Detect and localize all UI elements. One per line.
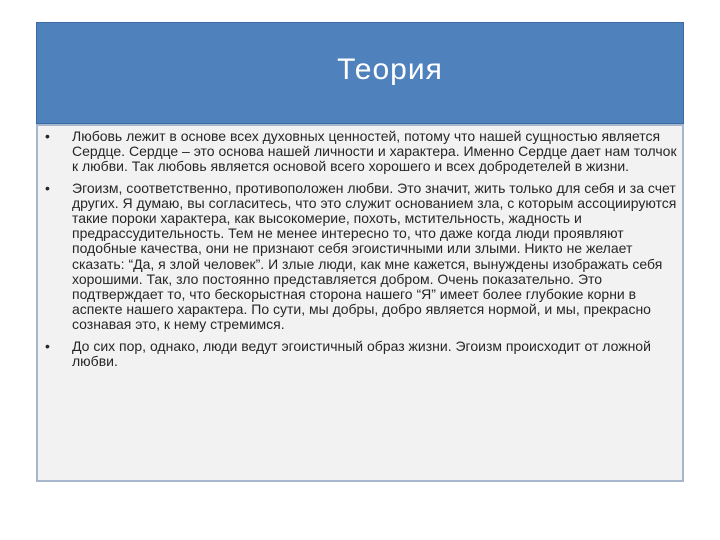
bullet-item — [38, 129, 686, 175]
bullet-dot-icon: • — [45, 337, 50, 354]
bullet-dot-icon: • — [45, 179, 50, 196]
slide-title: Теория — [337, 53, 443, 86]
bullet-dot-icon: • — [45, 128, 50, 144]
bullet-list — [38, 129, 686, 375]
bullet-text: Любовь лежит в основе всех духовных ценностей, потому что нашей сущностью является Сердце. Сердце – это основа нашей личности и характера. Именно Сердце дает нам толчок к любви. Так любовь является основой всего хорошего и всех добродетелей в жизни. — [72, 128, 677, 175]
bullet-item — [38, 181, 686, 333]
content-box — [36, 124, 684, 482]
bullet-item — [38, 339, 686, 369]
bullet-text: Эгоизм, соответственно, противоположен любви. Это значит, жить только для себя и за счет других. Я думаю, вы согласитесь, что это служит основанием зла, с которым ассоциируются такие пороки характера, как высокомерие, похоть, мстительность, жадность и предрассудительность. Тем не менее интересно то, что даже когда люди проявляют подобные качества, они не признают себя эгоистичными или злыми. Никто не желает сказать: “Да, я злой человек”. И злые люди, как мне кажется, вынуждены изображать себя хорошими. Так, зло постоянно представляется добром. Очень показательно. Это подтверждает то, что бескорыстная сторона нашего “Я” имеет более глубокие корни в аспекте нашего характера. По сути, мы добры, добро является нормой, и мы, прекрасно сознавая это, к нему стремимся. — [72, 179, 677, 333]
bullet-text: До сих пор, однако, люди ведут эгоистичный образ жизни. Эгоизм происходит от ложной любви. — [72, 337, 651, 369]
title-bar — [36, 22, 684, 124]
